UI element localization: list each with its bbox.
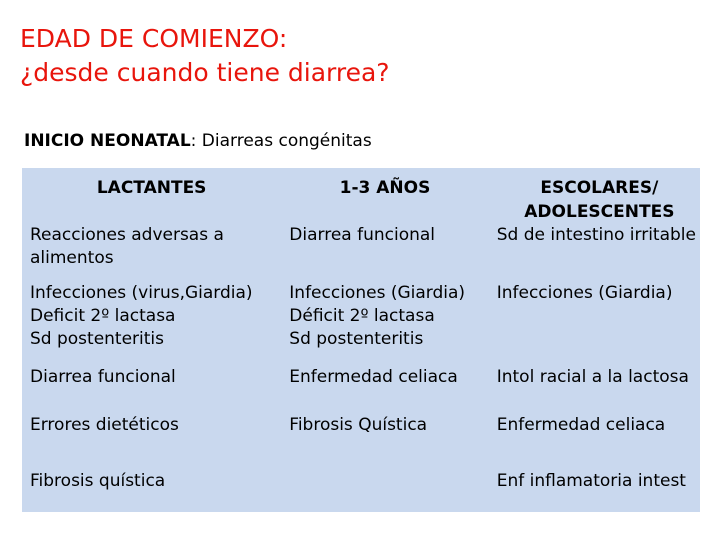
table-cell	[281, 224, 488, 282]
table-row	[22, 414, 700, 470]
subtitle	[24, 131, 372, 151]
table-cell	[489, 414, 700, 470]
cell-text-line: Infecciones (Giardia)	[289, 283, 466, 303]
table-row	[22, 224, 700, 282]
table-row	[22, 366, 700, 414]
table-cell	[281, 282, 488, 366]
table-cell	[489, 224, 700, 282]
cell-text-line: Intol racial a la lactosa	[496, 367, 689, 387]
table-header-row	[22, 168, 700, 224]
slide-title	[20, 22, 390, 90]
cell-text-line: Enf inflamatoria intest	[496, 471, 686, 491]
age-onset-table-panel	[22, 168, 700, 512]
table-row	[22, 282, 700, 366]
cell-text-line: Fibrosis Quística	[289, 415, 428, 435]
title-line-1: EDAD DE COMIENZO:	[20, 24, 288, 53]
cell-text-line: Fibrosis quística	[30, 471, 166, 491]
cell-text-line: Reacciones adversas a	[30, 225, 224, 245]
cell-text-line: Déficit 2º lactasa	[289, 306, 435, 326]
title-line-2: ¿desde cuando tiene diarrea?	[20, 58, 390, 87]
subtitle-bold: INICIO NEONATAL	[24, 131, 191, 151]
cell-text-line: Sd postenteritis	[30, 329, 165, 349]
table-cell	[489, 282, 700, 366]
table-cell	[489, 366, 700, 414]
header-escolares: ESCOLARES/ ADOLESCENTES	[524, 178, 675, 222]
cell-text-line: Diarrea funcional	[30, 367, 176, 387]
table-cell	[22, 282, 281, 366]
table-cell	[22, 470, 281, 510]
table-cell	[489, 470, 700, 510]
header-lactantes: LACTANTES	[96, 178, 207, 198]
cell-text-line: Enfermedad celiaca	[289, 367, 458, 387]
table-cell	[281, 470, 488, 510]
cell-text-line: Enfermedad celiaca	[496, 415, 666, 435]
cell-text-line: Sd de intestino irritable	[496, 225, 696, 245]
cell-text-line: alimentos	[30, 248, 114, 268]
cell-text-line: Errores dietéticos	[30, 415, 179, 435]
cell-text-line: Diarrea funcional	[289, 225, 436, 245]
header-1-3-anos: 1-3 AÑOS	[339, 178, 431, 198]
table-cell	[22, 414, 281, 470]
age-onset-table	[22, 168, 700, 510]
cell-text-line: Deficit 2º lactasa	[30, 306, 176, 326]
table-cell	[22, 224, 281, 282]
subtitle-rest: : Diarreas congénitas	[190, 131, 372, 151]
cell-text-line: Sd postenteritis	[289, 329, 424, 349]
table-cell	[281, 366, 488, 414]
table-row	[22, 470, 700, 510]
table-cell	[281, 414, 488, 470]
cell-text-line: Infecciones (Giardia)	[496, 283, 673, 303]
table-cell	[22, 366, 281, 414]
cell-text-line: Infecciones (virus,Giardia)	[30, 283, 253, 303]
